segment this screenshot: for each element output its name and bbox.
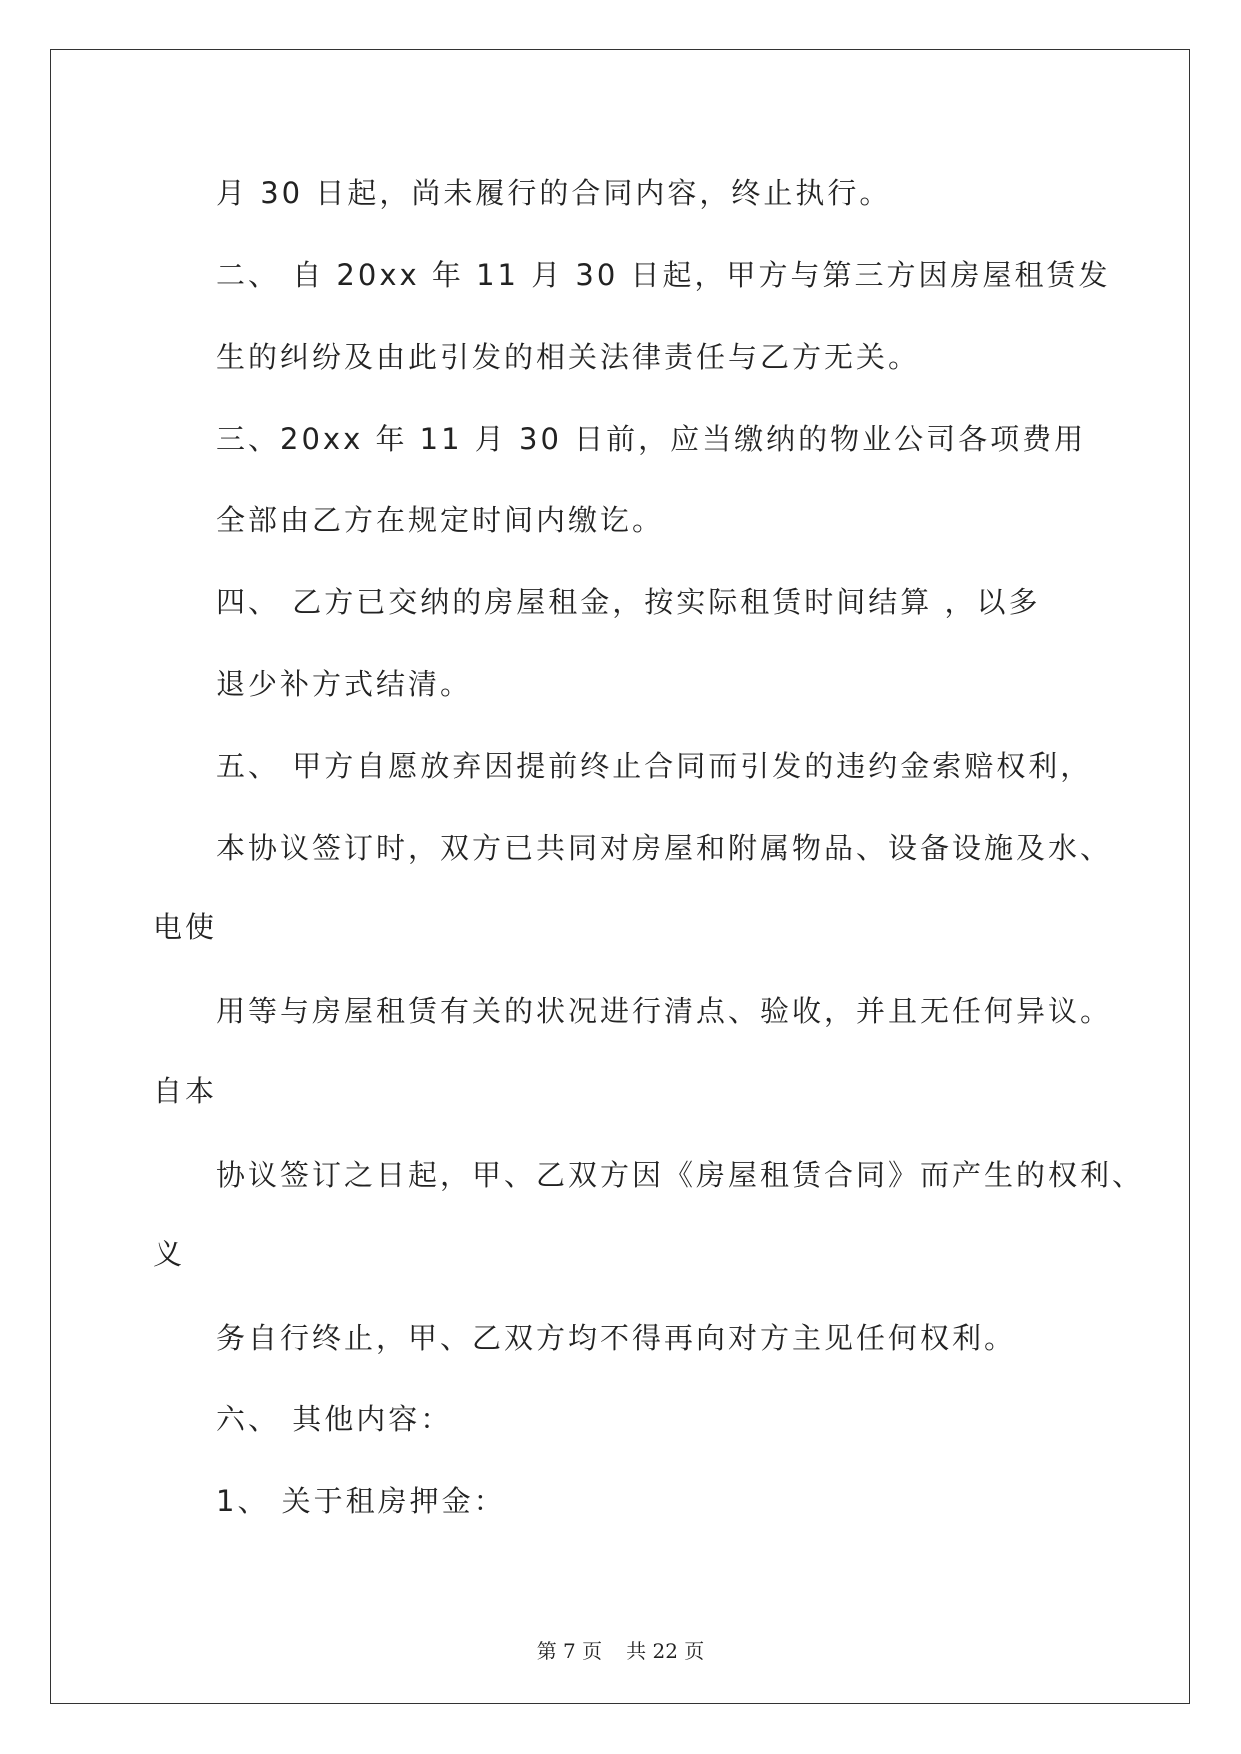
page-number-current: 第 7 页 [536, 1639, 603, 1663]
text-line: 退少补方式结清。 [216, 667, 473, 701]
text-line: 本协议签订时，双方已共同对房屋和附属物品、设备设施及水、 [216, 831, 1113, 865]
text-line: 自本 [153, 1074, 218, 1108]
text-line: 义 [153, 1237, 186, 1271]
text-line: 二、 自 20xx 年 11 月 30 日起，甲方与第三方因房屋租赁发 [216, 258, 1111, 292]
text-line: 生的纠纷及由此引发的相关法律责任与乙方无关。 [216, 340, 921, 374]
page-border [50, 49, 1190, 1704]
text-line: 月 30 日起，尚未履行的合同内容，终止执行。 [216, 176, 892, 210]
text-line: 务自行终止，甲、乙双方均不得再向对方主见任何权利。 [216, 1321, 1017, 1355]
text-line: 1、 关于租房押金： [216, 1484, 506, 1518]
text-line: 六、 其他内容： [216, 1402, 453, 1436]
text-line: 三、20xx 年 11 月 30 日前，应当缴纳的物业公司各项费用 [216, 422, 1087, 456]
text-line: 全部由乙方在规定时间内缴讫。 [216, 503, 665, 537]
text-line: 协议签订之日起，甲、乙双方因《房屋租赁合同》而产生的权利、 [216, 1158, 1145, 1192]
text-line: 用等与房屋租赁有关的状况进行清点、验收，并且无任何异议。 [216, 994, 1113, 1028]
text-line: 五、 甲方自愿放弃因提前终止合同而引发的违约金索赔权利， [216, 749, 1093, 783]
page-footer [0, 1638, 1241, 1664]
page-number-total: 共 22 页 [626, 1639, 705, 1663]
text-line: 四、 乙方已交纳的房屋租金，按实际租赁时间结算 ，以多 [216, 585, 1041, 619]
text-line: 电使 [153, 910, 218, 944]
